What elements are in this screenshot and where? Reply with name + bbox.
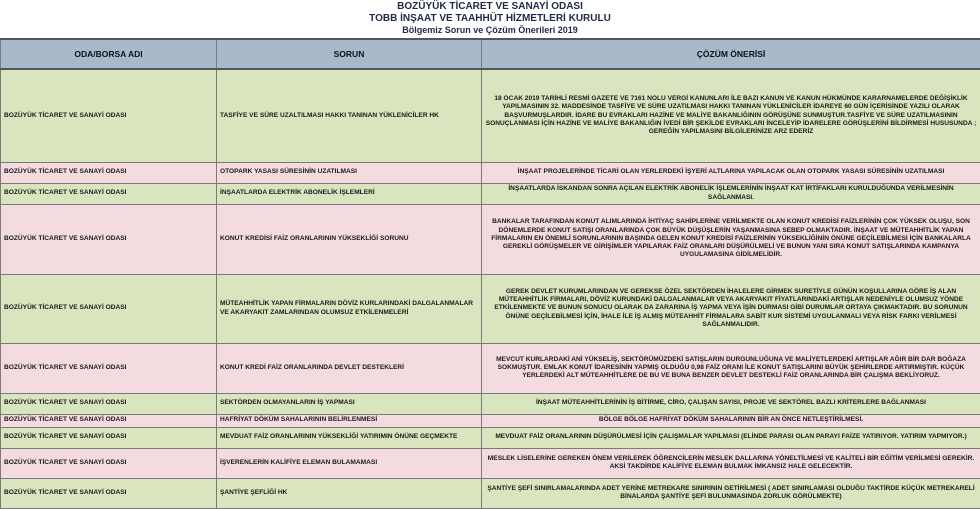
- solution-cell: İNŞAAT MÜTEAHHİTLERİNİN İŞ BİTİRME, CİRO, ÇALIŞAN SAYISI, PROJE VE SEKTÖREL BAZLI KRİTERLERE BAĞLANMASI: [482, 393, 980, 414]
- table-row: [1, 183, 980, 204]
- org-cell: BOZÜYÜK TİCARET VE SANAYİ ODASI: [1, 162, 217, 183]
- problem-cell: SEKTÖRDEN OLMAYANLARIN İŞ YAPMASI: [217, 393, 482, 414]
- org-cell: BOZÜYÜK TİCARET VE SANAYİ ODASI: [1, 414, 217, 427]
- solution-cell: BÖLGE BÖLGE HAFRİYAT DÖKÜM SAHALARININ BİR AN ÖNCE NETLEŞTİRİLMESİ.: [482, 414, 980, 427]
- table-row: [1, 204, 980, 274]
- org-cell: BOZÜYÜK TİCARET VE SANAYİ ODASI: [1, 274, 217, 343]
- problem-cell: KONUT KREDİ FAİZ ORANLARINDA DEVLET DESTEKLERİ: [217, 343, 482, 393]
- table-row: [1, 478, 980, 508]
- table-row: [1, 448, 980, 478]
- problems-solutions-table: [0, 38, 980, 509]
- solution-cell: BANKALAR TARAFINDAN KONUT ALIMLARINDA İHTİYAÇ SAHİPLERİNE VERİLMEKTE OLAN KONUT KREDİSİ FAİZLERİNİN ÇOK YÜKSEK OLUŞU, SON DÖNEMLERDE KONUT SATIŞI ORANLARINDA ÇOK BÜYÜK DÜŞÜŞLERİN YAŞANMASINA SEBEP OLMAKTADIR. İNŞAAT VE MÜTEAHHİTLİK YAPAN FİRMALARIN EN ÖNEMLİ SORUNLARININ BAŞINDA GELEN KONUT KREDİSİ FAİZLERİNİN YÜKSEKLİĞİNİN ÖNÜNE GEÇİLEBİLMESİ İÇİN BANKALARLA GEREKLİ GÖRÜŞMELER VE GİRİŞİMLER YAPILARAK FAİZ ORANLARI DÜŞÜRÜLMELİ VE BUNUN YANI SIRA KONUT SATIŞLARINDA KAMPANYA UYGULAMASINA GİDİLMELİDİR.: [482, 204, 980, 274]
- org-cell: BOZÜYÜK TİCARET VE SANAYİ ODASI: [1, 204, 217, 274]
- column-header-problem: SORUN: [217, 39, 482, 69]
- problem-cell: KONUT KREDİSİ FAİZ ORANLARININ YÜKSEKLİĞİ SORUNU: [217, 204, 482, 274]
- problem-cell: OTOPARK YASASI SÜRESİNİN UZATILMASI: [217, 162, 482, 183]
- problem-cell: HAFRİYAT DÖKÜM SAHALARININ BELİRLENMESİ: [217, 414, 482, 427]
- solution-cell: ŞANTİYE ŞEFİ SINIRLAMALARINDA ADET YERİNE METREKARE SINIRININ GETİRİLMESİ ( ADET SINIRLAMASI OLDUĞU TAKTİRDE KÜÇÜK METREKARELİ BİNALARDA ŞANTİYE ŞEFİ BULUNMASINDA ZORLUK GÖRÜLMEKTE): [482, 478, 980, 508]
- table-row: [1, 414, 980, 427]
- org-cell: BOZÜYÜK TİCARET VE SANAYİ ODASI: [1, 448, 217, 478]
- table-row: [1, 274, 980, 343]
- table-row: [1, 162, 980, 183]
- solution-cell: İNŞAATLARDA İSKANDAN SONRA AÇILAN ELEKTRİK ABONELİK İŞLEMLERİNİN İNŞAAT KAT İRTİFAKLARI KURULDUĞUNDA VERİLMESİNİN SAĞLANMASI.: [482, 183, 980, 204]
- problem-cell: ŞANTİYE ŞEFLİĞİ HK: [217, 478, 482, 508]
- document-header: [0, 0, 980, 36]
- problem-cell: İNŞAATLARDA ELEKTRİK ABONELİK İŞLEMLERİ: [217, 183, 482, 204]
- org-cell: BOZÜYÜK TİCARET VE SANAYİ ODASI: [1, 69, 217, 162]
- org-cell: BOZÜYÜK TİCARET VE SANAYİ ODASI: [1, 343, 217, 393]
- org-cell: BOZÜYÜK TİCARET VE SANAYİ ODASI: [1, 393, 217, 414]
- problem-cell: TASFİYE VE SÜRE UZALTILMASI HAKKI TANINAN YÜKLENİCİLER HK: [217, 69, 482, 162]
- solution-cell: 18 OCAK 2019 TARİHLİ RESMİ GAZETE VE 7161 NOLU VERGİ KANUNLARI İLE BAZI KANUN VE KANUN HÜKMÜNDE KARARNAMELERDE DEĞİŞİKLİK YAPILMASININ 32. MADDESİNDE TASFİYE VE SÜRE UZATILMASI HAKKI TANINAN YÜKLENİCİLER İDAREYE 60 GÜN İÇERİSİNDE YAZILI OLARAK BAŞVURMUŞLARDIR. İDARE BU EVRAKLARI HAZİNE VE MALİYE BAKANLIĞININ GÖRÜŞÜNE SUNMUŞTUR.TASFİYE VE SÜRE UZATILMASININ SONUÇLANMASI İÇİN HAZİNE VE MALİYE BAKANLIĞIN İVEDİ BİR ŞEKİLDE EVRAKLARI İNCELEYİP İDARELERE GÖRÜŞLERİNİ BİLDİRMESİ HUSUSUNDA ; GEREĞİN YAPILMASINI BİLGİLERİNİZE ARZ EDERİZ: [482, 69, 980, 162]
- table-row: [1, 427, 980, 448]
- table-row: [1, 69, 980, 162]
- chamber-title: BOZÜYÜK TİCARET VE SANAYİ ODASI: [0, 0, 980, 13]
- solution-cell: MEVDUAT FAİZ ORANLARININ DÜŞÜRÜLMESİ İÇİN ÇALIŞMALAR YAPILMASI (ELİNDE PARASI OLAN PARAYI FAİZE YATIRIYOR. YATIRIM YAPMIYOR.): [482, 427, 980, 448]
- solution-cell: MEVCUT KURLARDAKİ ANİ YÜKSELİŞ, SEKTÖRÜMÜZDEKİ SATIŞLARIN DURGUNLUĞUNA VE MALİYETLERDEKİ ARTIŞLAR AĞIR BİR DAR BOĞAZA SOKMUŞTUR. EMLAK KONUT İDARESİNİN YAPMIŞ OLDUĞU 0,98 FAİZ ORANI İLE KONUT SATIŞLARINI BÜYÜK ŞEHİRLERDE ARTIRMIŞTIR. KÜÇÜK YERLERDEKİ ALT MÜTEAHHİTLERE DE BU VE BUNA BENZER DEVLET DESTEKLİ FAİZ ORANLARINDA BİR ÇALIŞMA BEKLİYORUZ.: [482, 343, 980, 393]
- org-cell: BOZÜYÜK TİCARET VE SANAYİ ODASI: [1, 478, 217, 508]
- solution-cell: GEREK DEVLET KURUMLARINDAN VE GEREKSE ÖZEL SEKTÖRDEN İHALELERE GİRMEK SURETİYLE GÜNÜN KOŞULLARINA GÖRE İŞ ALAN MÜTEAHHİTLİK FİRMALARI, DÖVİZ KURUNDAKİ DALGALANMALAR VEYA AKARYAKIT FİYATLARINDAKİ ARTIŞLAR NEDENİYLE OLUMSUZ YÖNDE ETKİLENMEKTE VE BUNUN SONUCU OLARAK DA ZARARINA İŞ YAPMA VEYA İŞİN DURMASI GİBİ DURUMLAR ORTAYA ÇIKMAKTADIR. BU SORUNUN ÖNÜNE GEÇİLEBİLMESİ İÇİN, İHALE İLE İŞ ALMIŞ MÜTEAHHİT FİRMALARA SABİT KUR SİSTEMİ UYGULANMALI VEYA RİSK FARKI VERİLMESİ SAĞLANMALIDIR.: [482, 274, 980, 343]
- column-header-solution: ÇÖZÜM ÖNERİSİ: [482, 39, 980, 69]
- column-header-org: ODA/BORSA ADI: [1, 39, 217, 69]
- solution-cell: MESLEK LİSELERİNE GEREKEN ÖNEM VERİLEREK ÖĞRENCİLERİN MESLEK DALLARINA YÖNELTİLMESİ VE KALİTELİ BİR EĞİTİM VERİLMESİ GEREKİR. AKSİ TAKDİRDE KALİFİYE ELEMAN BULMAK İMKANSIZ HALE GELECEKTİR.: [482, 448, 980, 478]
- report-subtitle: Bölgemiz Sorun ve Çözüm Önerileri 2019: [0, 25, 980, 36]
- solution-cell: İNŞAAT PROJELERİNDE TİCARİ OLAN YERLERDEKİ İŞYERİ ALTLARINA YAPILACAK OLAN OTOPARK YASASI SÜRESİNİN UZATILMASI: [482, 162, 980, 183]
- problem-cell: İŞVERENLERİN KALİFİYE ELEMAN BULAMAMASI: [217, 448, 482, 478]
- problem-cell: MEVDUAT FAİZ ORANLARININ YÜKSEKLİĞİ YATIRIMIN ÖNÜNE GEÇMEKTE: [217, 427, 482, 448]
- org-cell: BOZÜYÜK TİCARET VE SANAYİ ODASI: [1, 427, 217, 448]
- org-cell: BOZÜYÜK TİCARET VE SANAYİ ODASI: [1, 183, 217, 204]
- council-title: TOBB İNŞAAT VE TAAHHÜT HİZMETLERİ KURULU: [0, 13, 980, 25]
- table-header-row: [1, 39, 980, 69]
- table-row: [1, 393, 980, 414]
- table-row: [1, 343, 980, 393]
- problem-cell: MÜTEAHHİTLİK YAPAN FİRMALARIN DÖVİZ KURLARINDAKİ DALGALANMALAR VE AKARYAKIT ZAMLARINDAN OLUMSUZ ETKİLENMELERİ: [217, 274, 482, 343]
